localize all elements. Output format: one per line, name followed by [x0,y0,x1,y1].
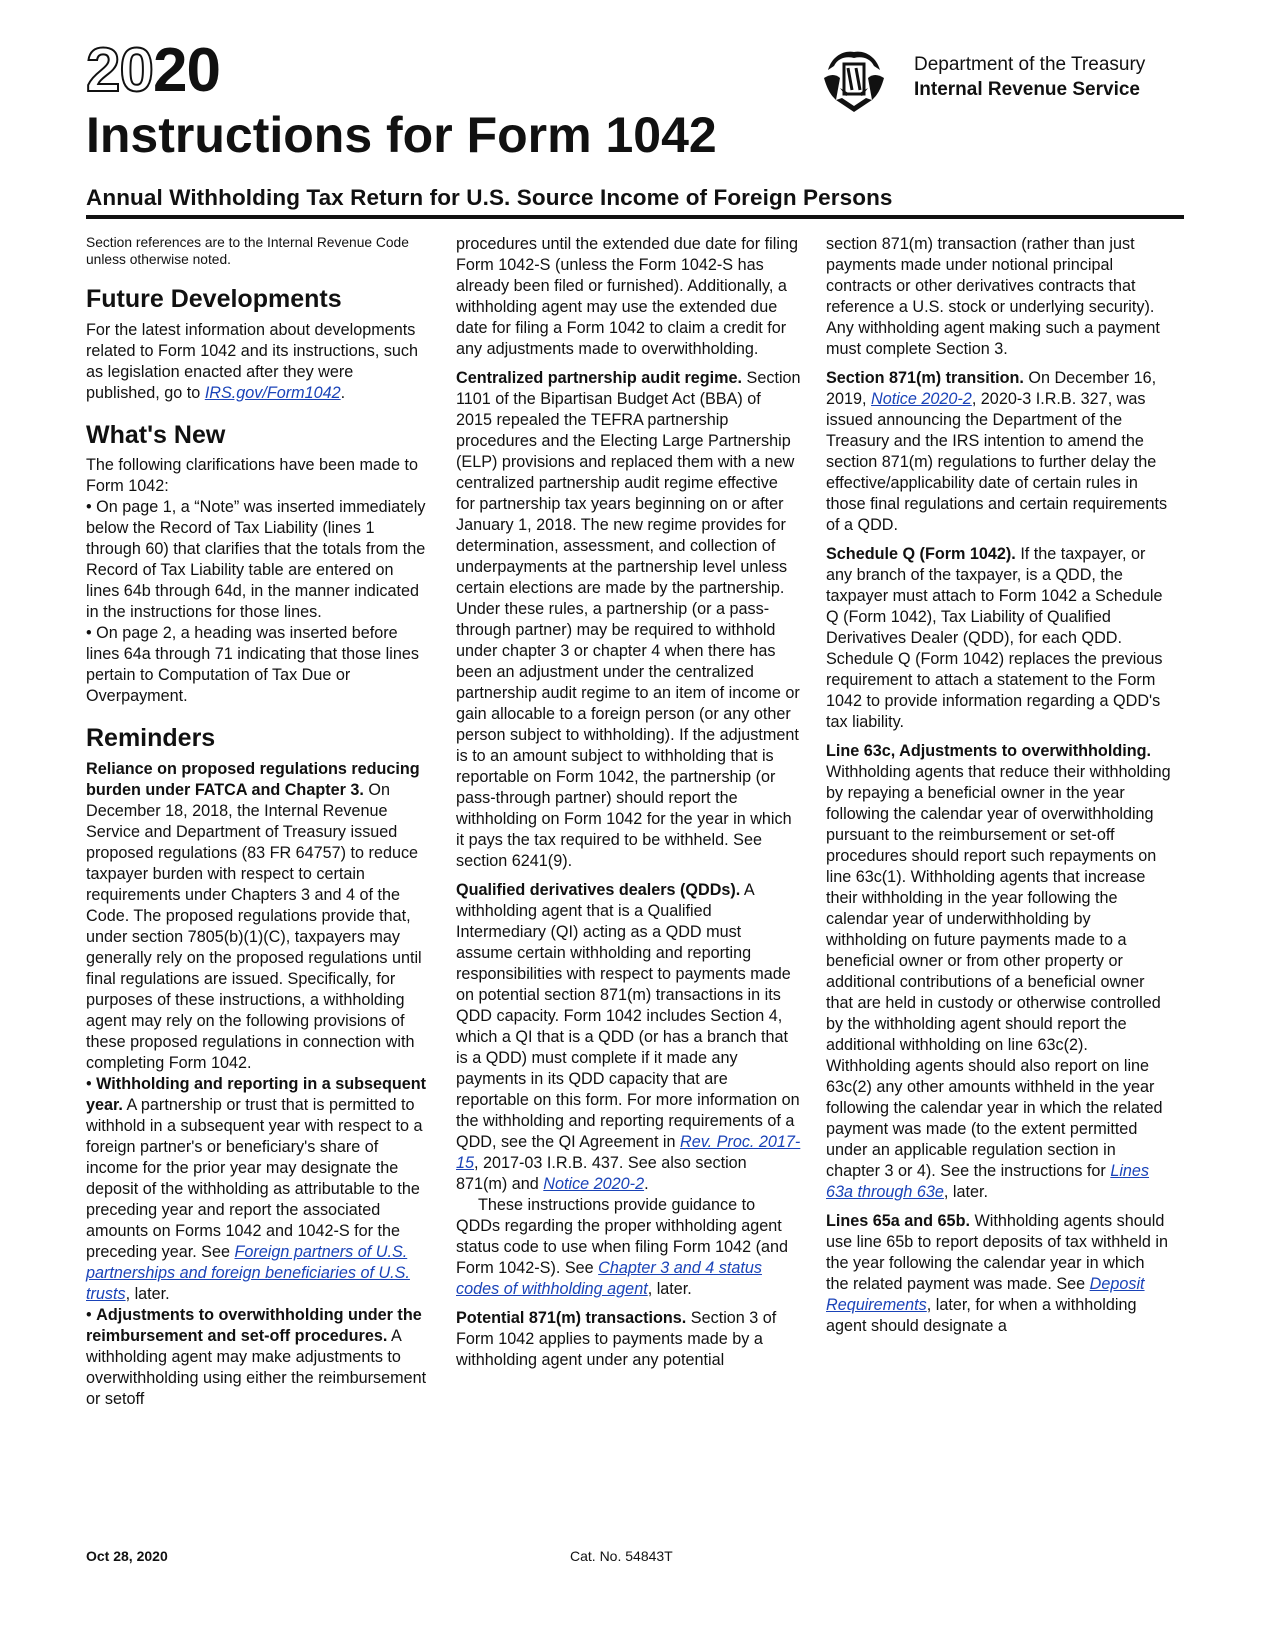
header-rule [86,215,1184,219]
reliance-paragraph: Reliance on proposed regulations reducing burden under FATCA and Chapter 3. On December 18, 2018, the Internal Revenue Service and Department of Treasury issued proposed regulations (83 FR 64757) to reduce taxpayer burden with respect to certain requirements under Chapters 3 and 4 of the Code. The proposed regulations provide that, under section 7805(b)(1)(C), taxpayers may generally rely on the proposed regulations until final regulations are issued. Specifically, for purposes of these instructions, a withholding agent may rely on the following provisions of these proposed regulations in connection with completing Form 1042. [86,759,422,1072]
section-references-note: Section references are to the Internal Revenue Code unless otherwise noted. [86,235,409,267]
centralized-audit-paragraph: Centralized partnership audit regime. Section 1101 of the Bipartisan Budget Act (BBA) of 2015 repealed the TEFRA partnership procedures and the Electing Large Partnership (ELP) provisions and replaced them with a new centralized partnership audit regime effective for partnership tax years beginning on or after January 1, 2018. The new regime provides for determination, assessment, and collection of underpayments at the partnership level unless certain elections are made by the partnership. Under these rules, a partnership (or a pass-through partner) may be required to withhold under chapter 3 or chapter 4 when there has been an adjustment under the centralized partnership audit regime to an item of income or gain allocable to a foreign person (or any other person subject to withholding). If the adjustment is to an amount subject to withholding that is reportable on Form 1042, the partnership (or pass-through partner) should report the withholding on Form 1042 for the year in which it pays the tax required to be withheld. See section 6241(9). [456,369,801,870]
irs-eagle-logo-icon [822,48,886,114]
col2-continuation: procedures until the extended due date for filing Form 1042-S (unless the Form 1042-S has already been filed or furnished). Additionally, a withholding agent may use the extended due date for filing a Form 1042 to claim a credit for any adjustments made to overwithholding. [456,235,798,358]
form-subtitle: Annual Withholding Tax Return for U.S. Source Income of Foreign Persons [86,185,893,210]
qdd-paragraph: Qualified derivatives dealers (QDDs). A withholding agent that is a Qualified Intermediary (QI) acting as a QDD must assume certain withholding and reporting responsibilities with respect to payments made on potential section 871(m) transactions in its QDD capacity. Form 1042 includes Section 4, which a QI that is a QDD (or has a branch that is a QDD) must complete if it made any payments in its QDD capacity that are reportable on this form. For more information on the withholding and reporting requirements of a QDD, see the QI Agreement in Rev. Proc. 2017-15, 2017-03 I.R.B. 437. See also section 871(m) and Notice 2020-2. [456,881,801,1193]
irs-form1042-link[interactable]: IRS.gov/Form1042 [204,383,341,402]
lines-63a-63e-link[interactable]: Lines 63a through 63e [826,1162,1150,1201]
footer-date: Oct 28, 2020 [86,1548,168,1564]
lines-65-paragraph: Lines 65a and 65b. Withholding agents should use line 65b to report deposits of tax withheld in the year following the calendar year in which the related payment was made. See Deposit Requirements, later, for when a withholding agent should designate a [826,1212,1168,1335]
transition-paragraph: Section 871(m) transition. On December 16, 2019, Notice 2020-2, 2020-3 I.R.B. 327, was issued announcing the Department of the Treasury and the IRS intention to amend the section 871(m) regulations to further delay the effective/applicability date of certain rules in those final regulations and certain requirements of a QDD. [826,369,1168,534]
potential-871m-paragraph: Potential 871(m) transactions. Section 3 of Form 1042 applies to payments made by a withholding agent under any potential [456,1309,777,1369]
heading-future-developments: Future Developments [86,285,342,313]
future-developments-text: For the latest information about developments related to Form 1042 and its instructions, such as legislation enacted after they were published, go to IRS.gov/Form1042. [86,320,419,402]
foreign-partners-link[interactable]: Foreign partners of U.S. partnerships and foreign beneficiaries of U.S. trusts [86,1242,410,1303]
notice-2020-2-link-col3[interactable]: Notice 2020-2 [871,390,972,408]
heading-whats-new: What's New [86,420,226,449]
page-title: Instructions for Form 1042 [86,107,717,163]
schedule-q-paragraph: Schedule Q (Form 1042). If the taxpayer, or any branch of the taxpayer, is a QDD, the taxpayer must attach to Form 1042 a Schedule Q (Form 1042), Tax Liability of Qualified Derivatives Dealer (QDD), for each QDD. Schedule Q (Form 1042) replaces the previous requirement to attach a statement to the Form 1042 to provide information regarding a QDD's tax liability. [826,545,1163,731]
column-1 [86,234,431,1410]
whats-new-bullet-1: • On page 1, a “Note” was inserted immediately below the Record of Tax Liability (lines 1 through 60) that clarifies that the totals from the Record of Tax Liability table are entered on lines 64b through 64d, in the manner indicated in the instructions for those lines. [86,498,426,621]
rev-proc-link[interactable]: Rev. Proc. 2017-15 [456,1133,801,1172]
footer-catalog-number: Cat. No. 54843T [570,1548,673,1564]
year-outline: 20 [86,36,153,105]
form-year [86,36,220,105]
reminder-bullet-2: • Adjustments to overwithholding under the reimbursement and set-off procedures. A withholding agent may make adjustments to overwithholding using either the reimbursement or setoff [86,1305,427,1408]
deposit-requirements-link[interactable]: Deposit Requirements [826,1275,1145,1314]
reminder-bullet-1: • Withholding and reporting in a subsequent year. A partnership or trust that is permitted to withhold in a subsequent year with respect to a foreign partner's or beneficiary's share of income for the prior year may designate the deposit of the withholding as attributable to the preceding year and report the associated amounts on Forms 1042 and 1042-S for the preceding year. See Foreign partners of U.S. partnerships and foreign beneficiaries of U.S. trusts, later. [86,1074,427,1303]
whats-new-bullet-2: • On page 2, a heading was inserted before lines 64a through 71 indicating that those lines pertain to Computation of Tax Due or Overpayment. [86,624,419,705]
col3-continuation: section 871(m) transaction (rather than just payments made under notional principal contracts or other derivatives contracts that reference a U.S. stock or underlying security). Any withholding agent making such a payment must complete Section 3. [826,235,1160,358]
status-codes-link[interactable]: Chapter 3 and 4 status codes of withholding agent [456,1259,762,1298]
whats-new-intro: The following clarifications have been made to Form 1042: [86,456,419,495]
agency-irs: Internal Revenue Service [914,79,1140,100]
column-3 [826,234,1171,1337]
line-63c-paragraph: Line 63c, Adjustments to overwithholding. Withholding agents that reduce their withholding by repaying a beneficial owner in the year following the calendar year of overwithholding pursuant to the reimbursement or set-off procedures should report such repayments on line 63c(1). Withholding agents that increase their withholding in the year following the calendar year of underwithholding by withholding on future payments made to a beneficial owner or from other property or additional contributions of a beneficial owner that are held in custody or otherwise controlled by the withholding agent should report the additional withholding on line 63c(2). Withholding agents should also report on line 63c(2) any other amounts withheld in the year following the calendar year in which the related payment was made (to the extent permitted under an applicable regulation section in chapter 3 or 4). See the instructions for Lines 63a through 63e, later. [826,742,1171,1201]
agency-department: Department of the Treasury [914,54,1146,75]
guidance-paragraph: These instructions provide guidance to QDDs regarding the proper withholding agent status code to use when filing Form 1042 (and Form 1042-S). See Chapter 3 and 4 status codes of withholding agent, later. [456,1196,789,1298]
agency-block [914,52,1145,102]
notice-2020-2-link[interactable]: Notice 2020-2 [543,1175,645,1193]
column-2 [456,234,801,1371]
heading-reminders: Reminders [86,724,216,752]
year-solid: 20 [152,36,220,105]
